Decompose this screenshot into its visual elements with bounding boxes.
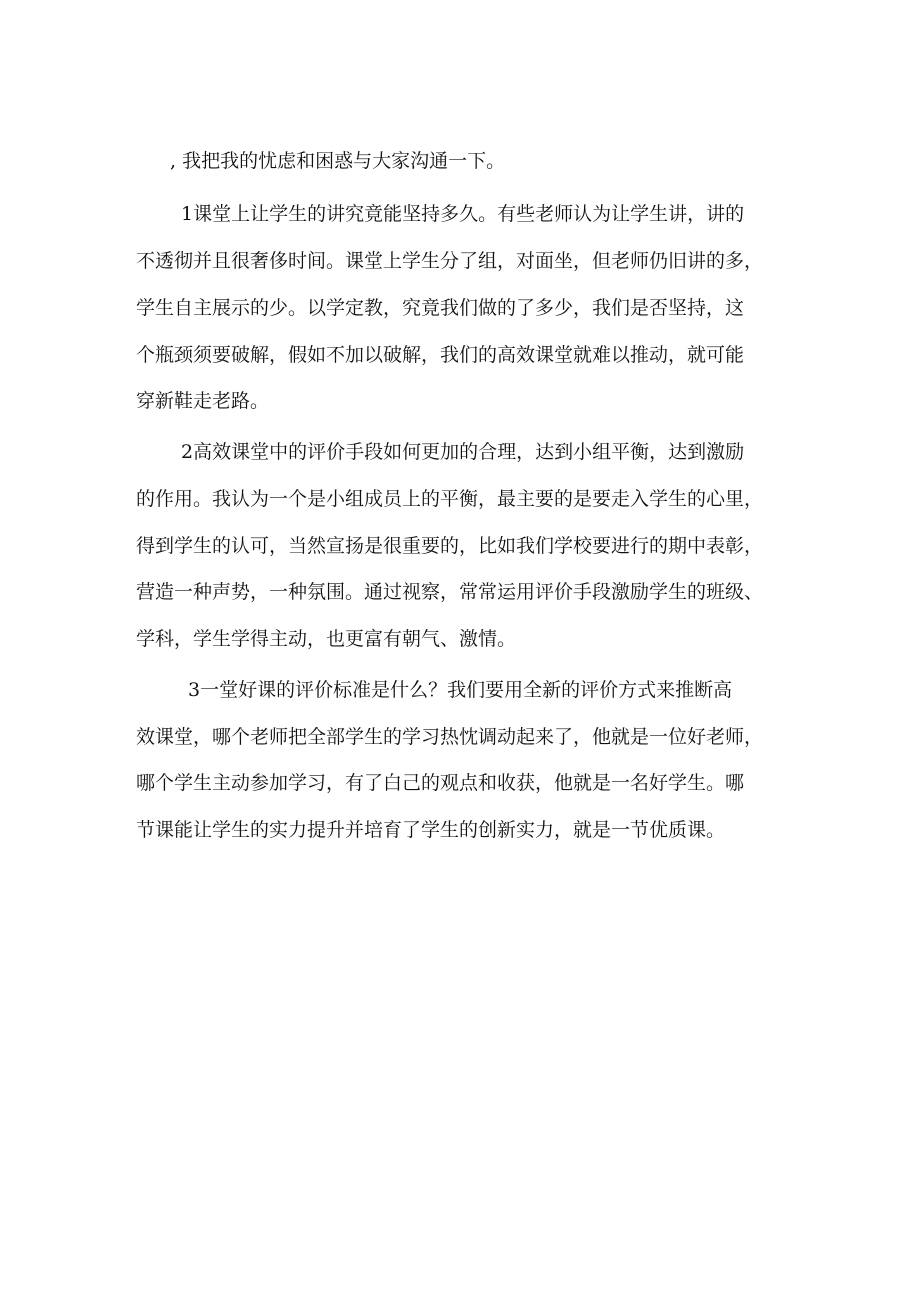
paragraph-3-line-1: 3一堂好课的评价标准是什么？我们要用全新的评价方式来推断高 [188, 679, 733, 701]
paragraph-2-line-2: 的作用。我认为一个是小组成员上的平衡，最主要的是要走入学生的心里， [136, 488, 764, 510]
paragraph-2-line-4: 营造一种声势，一种氛围。通过视察，常常运用评价手段激励学生的班级、 [136, 581, 764, 603]
paragraph-2-line-3: 得到学生的认可，当然宣扬是很重要的，比如我们学校要进行的期中表彰， [136, 535, 764, 557]
paragraph-3-line-3: 哪个学生主动参加学习，有了白己的观点和收获，他就是一名好学生。哪 [136, 772, 745, 794]
paragraph-1-line-4: 个瓶颈须要破解，假如不加以破解，我们的高效课堂就难以推动，就可能 [136, 344, 745, 366]
paragraph-3-line-2: 效课堂，哪个老师把全部学生的学习热忱调动起来了，他就是一位好老师， [136, 726, 764, 748]
paragraph-1-line-5: 穿新鞋走老路。 [136, 390, 270, 412]
paragraph-3-line-4: 节课能让学生的实力提升并培育了学生的创新实力，就是一节优质课。 [136, 819, 726, 841]
paragraph-1-line-3: 学生自主展示的少。以学定教，究竟我们做的了多少，我们是否坚持，这 [136, 297, 745, 319]
paragraph-1-line-2: 不透彻并且很奢侈时间。课堂上学生分了组，对面坐，但老师仍旧讲的多， [136, 250, 764, 272]
paragraph-1-line-1: 1课堂上让学生的讲究竟能坚持多久。有些老师认为让学生讲，讲的 [181, 203, 745, 225]
paragraph-2-line-1: 2高效课堂中的评价手段如何更加的合理，达到小组平衡，达到激励 [181, 441, 745, 463]
paragraph-2-line-5: 学科，学生学得主动，也更富有朝气、激情。 [136, 628, 517, 650]
intro-line: , 我把我的忧虑和困惑与大家沟通一下。 [170, 150, 506, 172]
